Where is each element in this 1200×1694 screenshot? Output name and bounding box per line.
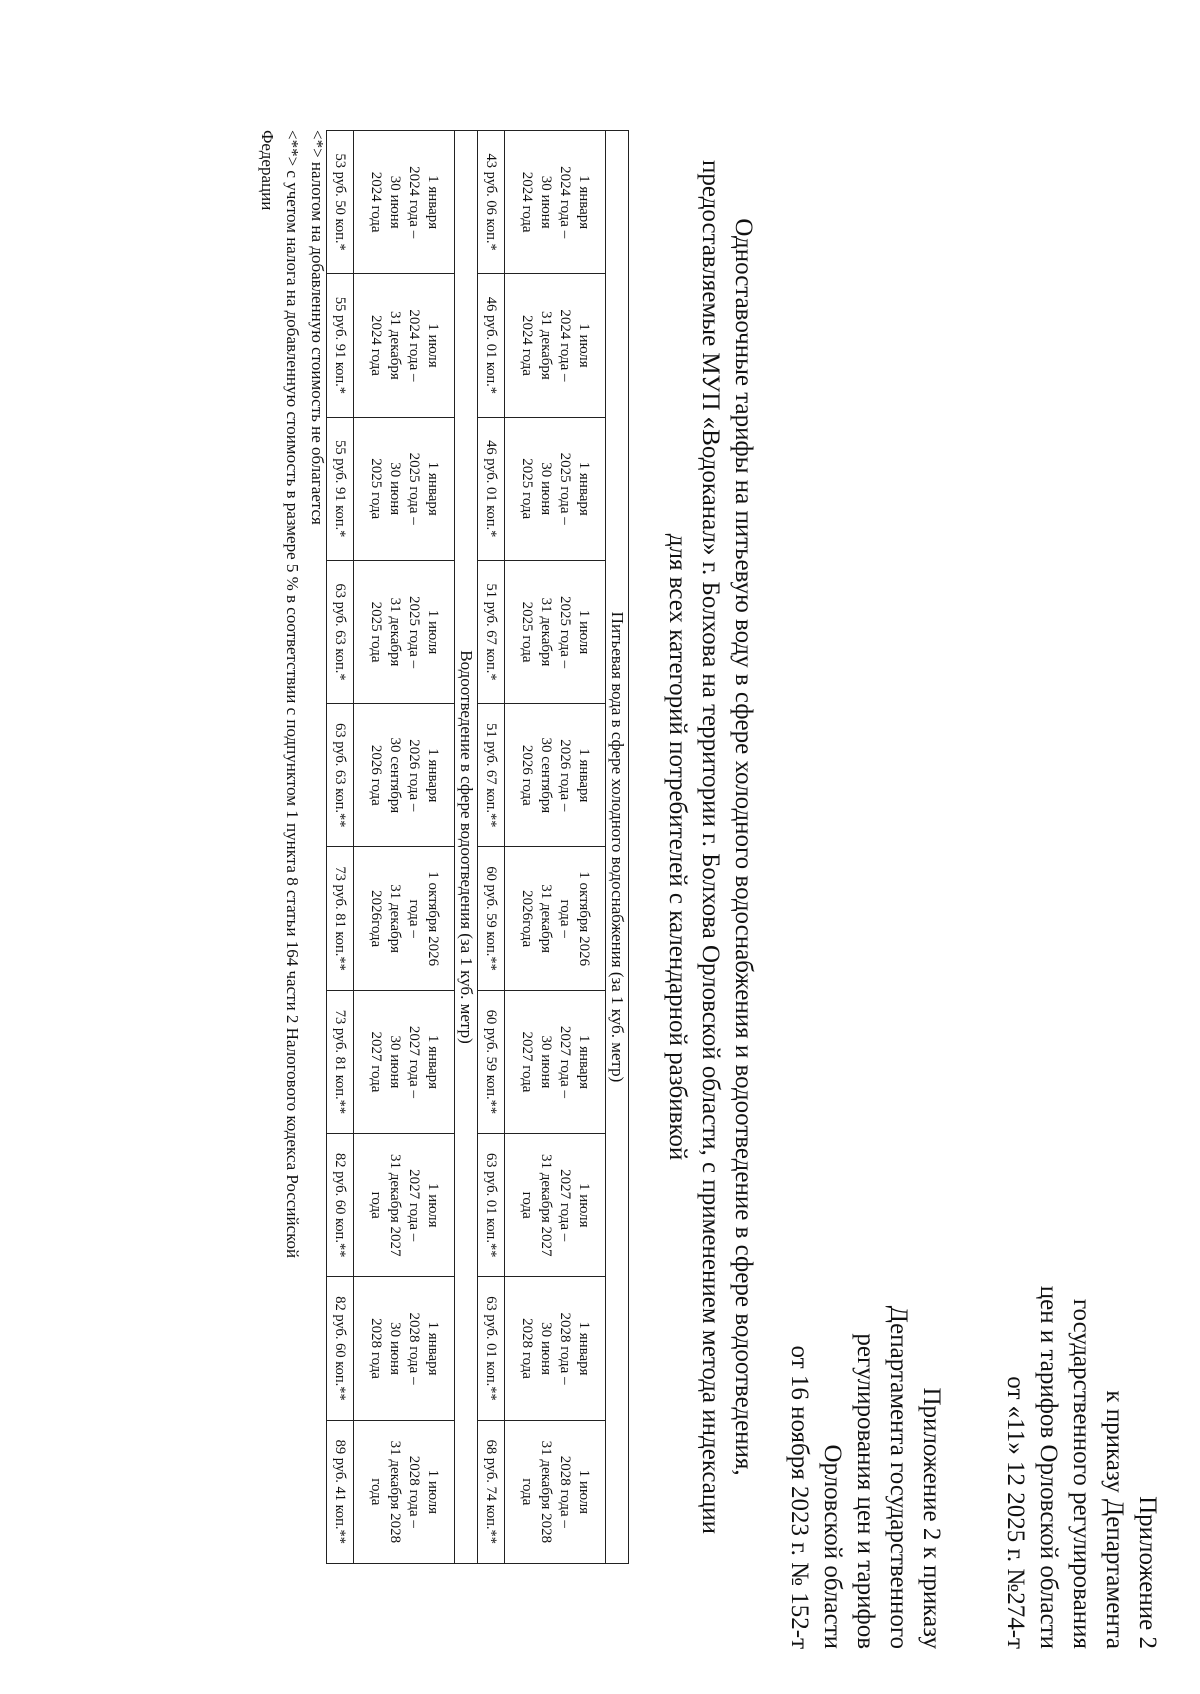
period-cell: 1 января 2025 года – 30 июня 2025 года: [505, 417, 606, 560]
period-cell: 1 июля 2027 года – 31 декабря 2027 года: [505, 1134, 606, 1277]
tariff-value-cell: 55 руб. 91 коп.*: [327, 274, 354, 417]
value-row: [478, 131, 505, 1564]
table-body-water-supply: [478, 131, 629, 1564]
period-cell: 1 июля 2024 года – 31 декабря 2024 года: [505, 274, 606, 417]
period-cell: 1 января 2025 года – 30 июня 2025 года: [354, 417, 455, 560]
period-cell: 1 января 2024 года – 30 июня 2024 года: [354, 131, 455, 274]
period-row: [354, 131, 455, 1564]
heading-line-3: для всех категорий потребителей с календарной разбивкой: [664, 533, 691, 1161]
period-cell: 1 июля 2028 года – 31 декабря 2028 года: [354, 1420, 455, 1563]
period-cell: 1 июля 2027 года – 31 декабря 2027 года: [354, 1134, 455, 1277]
period-cell: 1 октября 2026 года – 31 декабря 2026года: [505, 847, 606, 990]
tariff-value-cell: 53 руб. 50 коп.*: [327, 131, 354, 274]
approval-title: Приложение 2: [1134, 1496, 1161, 1649]
table-body-wastewater: [327, 131, 478, 1564]
tariff-value-cell: 63 руб. 63 коп.*: [327, 560, 354, 703]
footnote-vat-line-1: <**> с учетом налога на добавленную стоимость в размере 5 % в соответствии с подпунктом 1 пункта 8 статьи 164 части 2 Налогового кодекса Российской: [283, 130, 302, 1259]
period-cell: 1 октября 2026 года – 31 декабря 2026года: [354, 847, 455, 990]
approval-block: [999, 1286, 1164, 1649]
previous-order-line-2: регулирования цен и тарифов: [852, 1333, 879, 1649]
tariff-value-cell: 60 руб. 59 коп.**: [478, 847, 505, 990]
period-cell: 1 января 2028 года – 30 июня 2028 года: [354, 1277, 455, 1420]
tariff-value-cell: 55 руб. 91 коп.*: [327, 417, 354, 560]
tariff-value-cell: 46 руб. 01 коп.*: [478, 417, 505, 560]
period-cell: 1 января 2027 года – 30 июня 2027 года: [505, 990, 606, 1133]
approval-line-2: государственного регулирования: [1068, 1298, 1095, 1649]
section-title-wastewater: Водоотведение в сфере водоотведения (за 1 куб. метр): [455, 131, 478, 1564]
period-cell: 1 января 2024 года – 30 июня 2024 года: [505, 131, 606, 274]
tariff-value-cell: 89 руб. 41 коп.**: [327, 1420, 354, 1563]
tariff-value-cell: 60 руб. 59 коп.**: [478, 990, 505, 1133]
period-cell: 1 июля 2028 года – 31 декабря 2028 года: [505, 1420, 606, 1563]
tariff-value-cell: 63 руб. 63 коп.**: [327, 704, 354, 847]
tariff-value-cell: 73 руб. 81 коп.**: [327, 847, 354, 990]
value-row: [327, 131, 354, 1564]
tariff-value-cell: 82 руб. 60 коп.**: [327, 1134, 354, 1277]
tariff-value-cell: 51 руб. 67 коп.*: [478, 560, 505, 703]
period-cell: 1 июля 2024 года – 31 декабря 2024 года: [354, 274, 455, 417]
approval-line-1: к приказу Департамента: [1101, 1390, 1128, 1649]
section-title-water-supply: Питьевая вода в сфере холодного водоснабжения (за 1 куб. метр): [606, 131, 629, 1564]
previous-order-line-3: Орловской области: [819, 1444, 846, 1649]
approval-line-3: цен и тарифов Орловской области: [1035, 1285, 1062, 1649]
period-cell: 1 июля 2025 года – 31 декабря 2025 года: [354, 560, 455, 703]
period-cell: 1 января 2026 года – 30 сентября 2026 года: [505, 704, 606, 847]
tariff-value-cell: 73 руб. 81 коп.**: [327, 990, 354, 1133]
tariff-value-cell: 46 руб. 01 коп.*: [478, 274, 505, 417]
tariff-table: [326, 130, 629, 1564]
document-heading: [661, 130, 760, 1564]
previous-order-line-1: Департамента государственного: [885, 1305, 912, 1649]
tariff-value-cell: 82 руб. 60 коп.**: [327, 1277, 354, 1420]
tariff-value-cell: 43 руб. 06 коп.*: [478, 131, 505, 274]
period-cell: 1 января 2026 года – 30 сентября 2026 года: [354, 704, 455, 847]
section-row: [455, 131, 478, 1564]
tariff-value-cell: 63 руб. 01 коп.**: [478, 1277, 505, 1420]
tariff-value-cell: 63 руб. 01 коп.**: [478, 1134, 505, 1277]
period-row: [505, 131, 606, 1564]
footnotes: [255, 130, 330, 1564]
section-row: [606, 131, 629, 1564]
approval-date-line: от «11» 12 2025 г. №274-т: [1002, 1376, 1029, 1649]
previous-order-date-line: от 16 ноября 2023 г. № 152-т: [786, 1345, 813, 1649]
previous-order-block: [783, 1306, 948, 1649]
footnote-no-vat: <*> налогом на добавленную стоимость не облагается: [308, 130, 327, 525]
period-cell: 1 января 2028 года – 30 июня 2028 года: [505, 1277, 606, 1420]
previous-order-title: Приложение 2 к приказу: [918, 1387, 945, 1649]
period-cell: 1 июля 2025 года – 31 декабря 2025 года: [505, 560, 606, 703]
tariff-value-cell: 68 руб. 74 коп.**: [478, 1420, 505, 1563]
tariff-value-cell: 51 руб. 67 коп.**: [478, 704, 505, 847]
footnote-vat-line-2: Федерации: [258, 130, 277, 211]
heading-line-1: Одноставочные тарифы на питьевую воду в сфере холодного водоснабжения и водоотведение в сфере водоотведения,: [730, 218, 757, 1476]
heading-line-2: предоставляемые МУП «Водоканал» г. Болхова на территории г. Болхова Орловской области, с применением метода индексации: [697, 160, 724, 1534]
period-cell: 1 января 2027 года – 30 июня 2027 года: [354, 990, 455, 1133]
